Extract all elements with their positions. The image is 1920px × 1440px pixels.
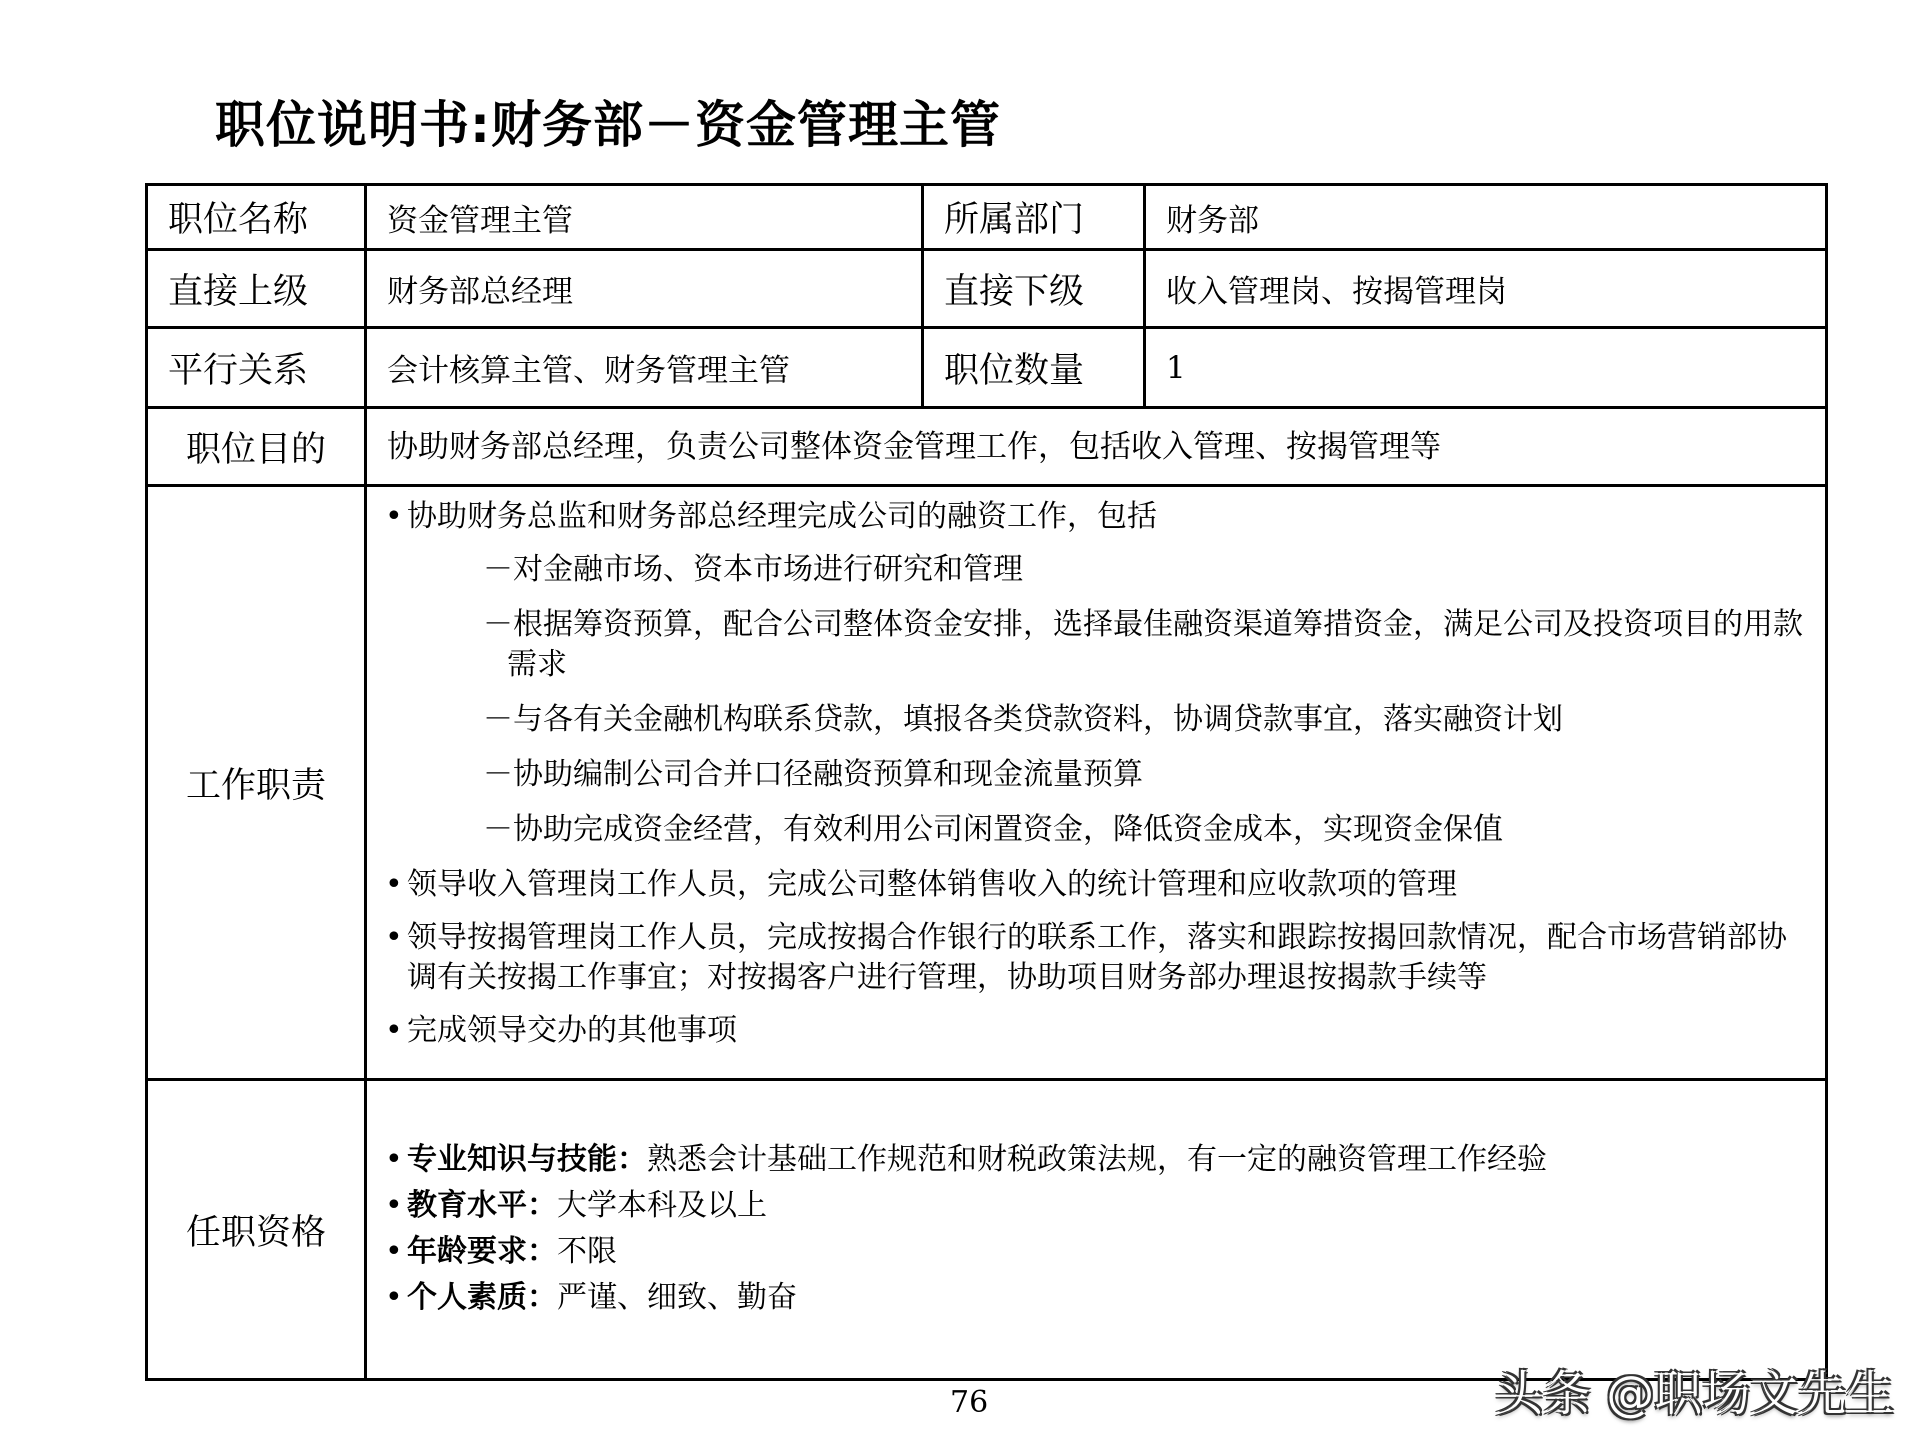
direct-subordinate-label: 直接下级 bbox=[923, 250, 1145, 328]
department-label: 所属部门 bbox=[923, 185, 1145, 250]
qualification-item: • 专业知识与技能：熟悉会计基础工作规范和财税政策法规，有一定的融资管理工作经验 bbox=[385, 1142, 1547, 1177]
duties-content bbox=[366, 486, 1827, 1080]
table-row bbox=[147, 408, 1827, 486]
duty-item: • 协助财务总监和财务部总经理完成公司的融资工作，包括 bbox=[385, 499, 1157, 534]
duty-subitem: －对金融市场、资本市场进行研究和管理 bbox=[483, 552, 1023, 587]
duties-label: 工作职责 bbox=[147, 486, 366, 1080]
duty-item: • 完成领导交办的其他事项 bbox=[385, 1013, 737, 1048]
purpose-value: 协助财务部总经理，负责公司整体资金管理工作，包括收入管理、按揭管理等 bbox=[366, 408, 1827, 486]
duty-item: • 领导收入管理岗工作人员，完成公司整体销售收入的统计管理和应收款项的管理 bbox=[385, 867, 1457, 902]
duty-item: • 领导按揭管理岗工作人员，完成按揭合作银行的联系工作，落实和跟踪按揭回款情况，配合市场营销部协调有关按揭工作事宜；对按揭客户进行管理，协助项目财务部办理退按揭款手续等 bbox=[385, 920, 1787, 995]
duty-subitem: －协助完成资金经营，有效利用公司闲置资金，降低资金成本，实现资金保值 bbox=[483, 812, 1503, 847]
position-name-value: 资金管理主管 bbox=[366, 185, 923, 250]
direct-superior-value: 财务部总经理 bbox=[366, 250, 923, 328]
department-value: 财务部 bbox=[1145, 185, 1827, 250]
table-row bbox=[147, 1080, 1827, 1380]
peer-relations-value: 会计核算主管、财务管理主管 bbox=[366, 328, 923, 408]
qualification-item: • 个人素质：严谨、细致、勤奋 bbox=[385, 1280, 797, 1315]
duty-subitem: －协助编制公司合并口径融资预算和现金流量预算 bbox=[483, 757, 1143, 792]
purpose-label: 职位目的 bbox=[147, 408, 366, 486]
page-title: 职位说明书:财务部－资金管理主管 bbox=[215, 96, 1001, 154]
table-row bbox=[147, 328, 1827, 408]
headcount-value: 1 bbox=[1145, 328, 1827, 408]
job-description-table bbox=[145, 183, 1828, 1381]
position-name-label: 职位名称 bbox=[147, 185, 366, 250]
direct-superior-label: 直接上级 bbox=[147, 250, 366, 328]
watermark: 头条 @职场文先生 bbox=[1495, 1366, 1895, 1422]
qualification-item: • 教育水平：大学本科及以上 bbox=[385, 1188, 767, 1223]
table-row bbox=[147, 486, 1827, 1080]
page-number: 76 bbox=[950, 1385, 989, 1420]
peer-relations-label: 平行关系 bbox=[147, 328, 366, 408]
qualifications-content bbox=[366, 1080, 1827, 1380]
qualifications-label: 任职资格 bbox=[147, 1080, 366, 1380]
qualification-item: • 年龄要求：不限 bbox=[385, 1234, 617, 1269]
duty-subitem: －根据筹资预算，配合公司整体资金安排，选择最佳融资渠道筹措资金，满足公司及投资项目的用款需求 bbox=[483, 607, 1803, 682]
table-row bbox=[147, 250, 1827, 328]
headcount-label: 职位数量 bbox=[923, 328, 1145, 408]
table-row bbox=[147, 185, 1827, 250]
direct-subordinate-value: 收入管理岗、按揭管理岗 bbox=[1145, 250, 1827, 328]
duty-subitem: －与各有关金融机构联系贷款，填报各类贷款资料，协调贷款事宜，落实融资计划 bbox=[483, 702, 1563, 737]
